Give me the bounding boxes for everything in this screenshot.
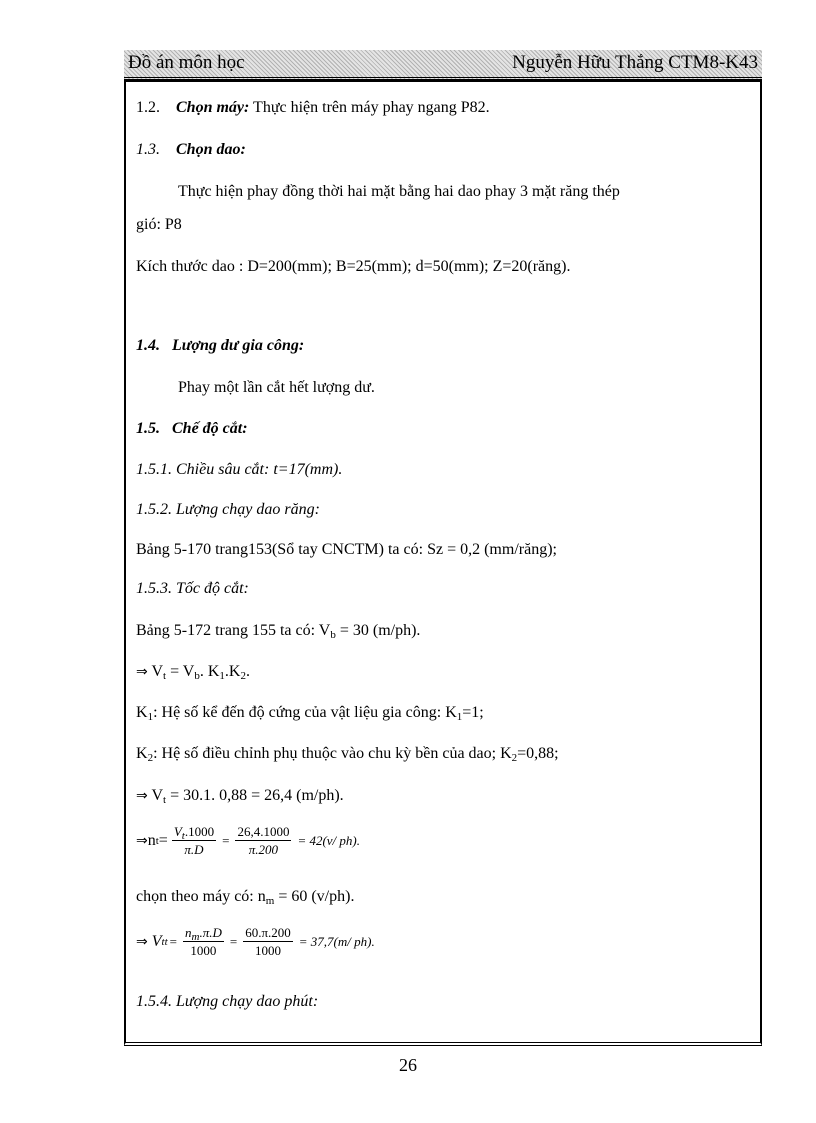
text: = 30.1. 0,88 = 26,4 (m/ph).: [166, 787, 344, 804]
section-1-3: [136, 140, 246, 160]
subsection-1-5-4: 1.5.4. Lượng chạy dao phút:: [136, 993, 319, 1010]
subscript: 2: [147, 752, 154, 764]
paragraph-line: gió: P8: [136, 216, 182, 233]
fraction: [172, 824, 216, 857]
velocity-calculation: [136, 786, 344, 806]
section-text: Thực hiện trên máy phay ngang P82.: [249, 99, 490, 116]
text: : Hệ số kể đến độ cứng của vật liệu gia công: K: [153, 704, 457, 721]
result: = 42(v/ ph).: [297, 832, 360, 848]
spindle-speed-formula: ⇒ n t = $\frac{V_t.1000}{\pi.D}$ = $\frac{26,4.1000}{\pi.200}$ = 42(v/ ph).: [136, 824, 360, 857]
header-author: Nguyễn Hữu Thắng CTM8-K43: [512, 52, 758, 73]
implies-icon: ⇒: [136, 832, 148, 849]
paragraph-line: Phay một lần cắt hết lượng dư.: [178, 379, 375, 396]
section-1-4: [136, 336, 304, 356]
text: V: [173, 824, 182, 839]
text: =0,88;: [517, 745, 559, 762]
result: = 37,7(m/ ph).: [298, 933, 375, 949]
section-number: 1.3.: [136, 141, 160, 158]
subscript: t: [163, 794, 167, 806]
text: n: [147, 831, 156, 849]
velocity-equation: [136, 662, 250, 682]
subscript: m: [265, 895, 275, 907]
text: .: [245, 663, 250, 680]
table-reference-170: Bảng 5-170 trang153(Sổ tay CNCTM) ta có: Sz = 0,2 (mm/răng);: [136, 541, 557, 558]
subscript: 1: [456, 711, 463, 723]
subscript: b: [194, 670, 200, 682]
k2-definition: [136, 744, 559, 764]
page-header: [124, 50, 762, 80]
k1-definition: [136, 703, 484, 723]
denominator: 1000: [254, 943, 281, 958]
text: . K: [199, 663, 220, 680]
text: = 30 (m/ph).: [335, 622, 421, 639]
page-number: 26: [399, 1055, 417, 1075]
subscript: b: [330, 629, 336, 641]
implies-icon: ⇒: [136, 664, 148, 680]
section-number: 1.4.: [136, 337, 160, 354]
text: V: [147, 663, 163, 680]
section-1-5: [136, 419, 248, 439]
subscript: 1: [219, 670, 225, 682]
text: .K: [224, 663, 241, 680]
text: .1000: [184, 824, 215, 839]
numerator: 60.π.200: [245, 925, 291, 940]
subscript: 1: [147, 711, 154, 723]
text: = 60 (v/ph).: [274, 888, 355, 905]
section-title: Chọn dao:: [176, 141, 246, 158]
numerator: 26,4.1000: [237, 824, 290, 839]
subsection-1-5-2: 1.5.2. Lượng chạy dao răng:: [136, 501, 320, 518]
implies-icon: ⇒: [136, 933, 148, 950]
text: =: [158, 831, 168, 849]
text: : Hệ số điều chỉnh phụ thuộc vào chu kỳ bền của dao; K: [153, 745, 512, 762]
fraction: [183, 925, 224, 958]
subscript: 2: [240, 670, 246, 682]
subscript: 2: [511, 752, 518, 764]
text: = V: [166, 663, 195, 680]
subsection-1-5-1: 1.5.1. Chiều sâu cắt: t=17(mm).: [136, 461, 343, 478]
numerator: [183, 925, 224, 942]
subscript: t: [181, 830, 185, 842]
denominator: π.D: [184, 842, 204, 857]
section-number: 1.5.: [136, 420, 160, 437]
text: chọn theo máy có: n: [136, 888, 266, 905]
text: n: [184, 925, 192, 940]
section-number: 1.2.: [136, 99, 160, 116]
fraction: [235, 824, 291, 857]
section-1-2: [136, 98, 490, 118]
equals: =: [169, 933, 177, 949]
machine-speed: [136, 887, 354, 907]
section-title: Chọn máy:: [176, 99, 250, 116]
implies-icon: ⇒: [136, 788, 148, 804]
text: π.200: [248, 842, 279, 857]
header-course-title: Đồ án môn học: [128, 52, 245, 73]
numerator: [172, 824, 216, 841]
denominator: [247, 841, 280, 857]
table-reference-172: [136, 621, 420, 641]
text: Bảng 5-172 trang 155 ta có: V: [136, 622, 331, 639]
equals: =: [229, 933, 238, 949]
equals: =: [222, 832, 230, 848]
denominator: 1000: [190, 943, 217, 958]
subscript: t: [163, 670, 167, 682]
text: V: [147, 787, 163, 804]
fraction: [243, 925, 293, 958]
tool-dimensions: Kích thước dao : D=200(mm); B=25(mm); d=50(mm); Z=20(răng).: [136, 258, 571, 275]
text: K: [136, 704, 148, 721]
text: K: [136, 745, 148, 762]
section-title: Lượng dư gia công:: [172, 337, 305, 354]
paragraph-line: Thực hiện phay đồng thời hai mặt bằng hai dao phay 3 mặt răng thép: [178, 183, 620, 200]
section-title: Chế độ cắt:: [172, 420, 248, 437]
text: V: [151, 932, 162, 950]
text: =1;: [462, 704, 484, 721]
subsection-1-5-3: 1.5.3. Tốc độ cắt:: [136, 580, 249, 597]
subscript: m: [191, 931, 200, 943]
text: .π.D: [199, 925, 222, 940]
actual-velocity-formula: ⇒ V tt = $\frac{n_m.\pi.D}{1000}$ = $\frac{60.\pi.200}{1000}$ = 37,7(m/ ph).: [136, 925, 375, 958]
